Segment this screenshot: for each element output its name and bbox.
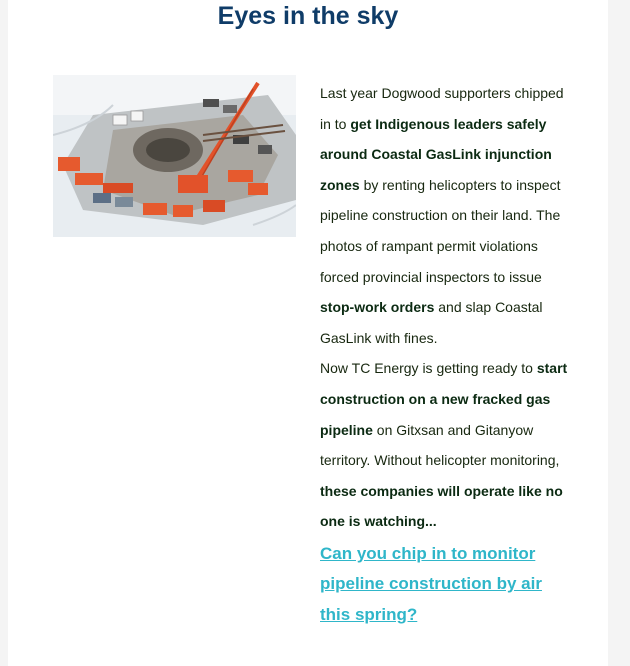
paragraph-new-pipeline: Now TC Energy is getting ready to start construction on a new fracked gas pipeline on Gitxsan and Gitanyow territory. Without helicopter monitoring, these companies will operate like no one is watching... (320, 360, 568, 530)
highlight-stop-work-orders: stop-work orders (320, 299, 435, 316)
aerial-photo (53, 75, 296, 237)
paragraph-helicopter-monitoring: Last year Dogwood supporters chipped in to get Indigenous leaders safely around Coastal GasLink injunction zones by renting helicopters to inspect pipeline construction on their land. The photos of rampant permit violations forced provincial inspectors to issue stop-work orders and slap Coastal GasLink with fines. (320, 85, 564, 346)
aerial-photo-illustration (53, 75, 296, 237)
highlight-injunction-zones: get Indigenous leaders safely around Coastal GasLink injunction zones (320, 115, 552, 193)
body-copy (320, 78, 570, 630)
highlight-new-pipeline: start construction on a new fracked gas pipeline (320, 360, 568, 438)
newsletter-card (8, 0, 608, 666)
section-title: Eyes in the sky (217, 2, 399, 30)
highlight-no-one-watching: these companies will operate like no one is watching... (320, 482, 563, 530)
donate-link[interactable]: Can you chip in to monitor pipeline construction by air this spring? (320, 543, 542, 624)
